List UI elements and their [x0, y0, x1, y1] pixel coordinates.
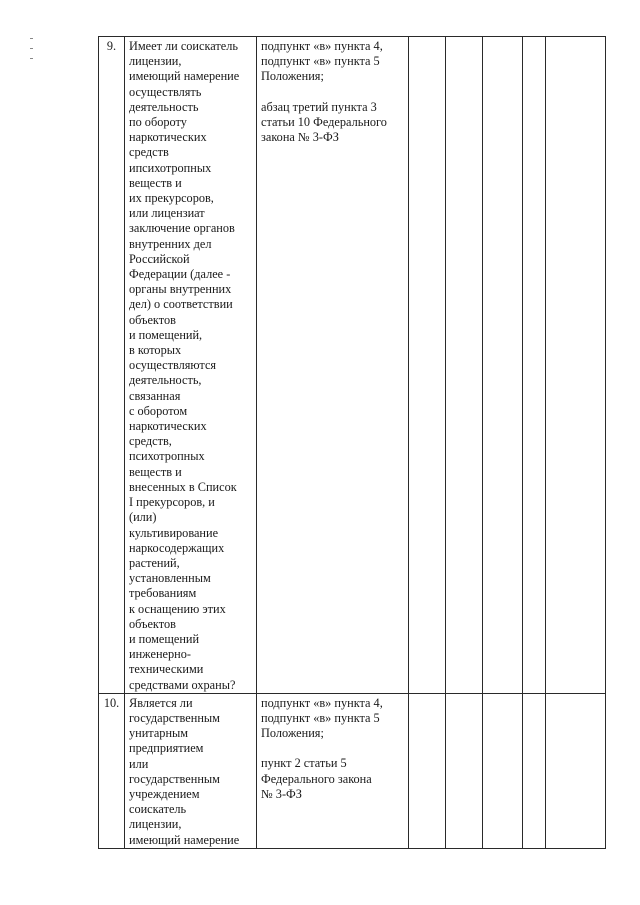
scan-mark [30, 38, 33, 39]
question-line: государственным [129, 771, 220, 786]
question-line: государственным [129, 710, 220, 725]
answer-cell [546, 37, 606, 694]
question-line: или [129, 756, 149, 771]
question-line: внесенных в Список [129, 479, 237, 494]
question-line: Российской [129, 251, 190, 266]
question-line: инженерно- [129, 647, 191, 662]
answer-cell [483, 37, 523, 694]
question-line: лицензии, [129, 817, 182, 832]
question-line: внутренних дел [129, 236, 212, 251]
answer-cell [446, 693, 483, 848]
basis-line: подпункт «в» пункта 4, [261, 39, 383, 53]
question-line: веществ и [129, 464, 182, 479]
question-line: культивирование [129, 525, 219, 540]
basis-line: статьи 10 Федерального [261, 114, 387, 129]
legal-basis-cell [257, 693, 409, 848]
question-line: осуществляются [129, 358, 217, 373]
question-line: имеющий намерение [129, 832, 240, 847]
question-line: унитарным [129, 726, 189, 741]
checklist-table [98, 36, 606, 849]
answer-cell [483, 693, 523, 848]
basis-gap [261, 741, 406, 756]
basis-line: Положения; [261, 726, 324, 741]
question-line: веществ и [129, 175, 182, 190]
question-line: объектов [129, 616, 176, 631]
table-row [99, 693, 606, 848]
question-line: наркотических [129, 130, 207, 145]
basis-line: подпункт «в» пункта 5 [261, 710, 380, 725]
question-line: средств, [129, 434, 172, 449]
basis-line: № 3-ФЗ [261, 786, 302, 801]
question-line: осуществлять [129, 84, 202, 99]
question-line: органы внутренних [129, 282, 232, 297]
basis-gap [261, 85, 406, 100]
legal-basis-cell [257, 37, 409, 694]
question-line: лицензии, [129, 54, 182, 69]
question-cell [125, 693, 257, 848]
question-line: по обороту [129, 115, 187, 130]
question-line: связанная [129, 388, 181, 403]
question-line: деятельность, [129, 373, 202, 388]
question-line: средств [129, 145, 169, 160]
basis-line: Положения; [261, 69, 324, 84]
question-line: средствами охраны? [129, 677, 236, 692]
question-line: требованиям [129, 586, 197, 601]
question-line: имеющий намерение [129, 69, 240, 84]
question-line: учреждением [129, 786, 200, 801]
basis-line: Федерального закона [261, 771, 372, 786]
question-line: их прекурсоров, [129, 191, 214, 206]
answer-cell [546, 693, 606, 848]
answer-cell [409, 37, 446, 694]
scan-margin-marks [30, 38, 42, 68]
checklist-rows [99, 37, 606, 849]
table-row [99, 37, 606, 694]
answer-cell [523, 693, 546, 848]
question-line: (или) [129, 510, 157, 525]
question-line: I прекурсоров, и [129, 495, 215, 510]
question-line: деятельность [129, 99, 199, 114]
question-cell [125, 37, 257, 694]
question-line: или лицензиат [129, 206, 205, 221]
row-number: 9. [99, 37, 125, 694]
question-line: предприятием [129, 741, 204, 756]
basis-line: абзац третий пункта 3 [261, 99, 377, 114]
question-line: к оснащению этих [129, 601, 226, 616]
basis-line: подпункт «в» пункта 5 [261, 54, 380, 69]
question-line: Имеет ли соискатель [129, 39, 238, 53]
question-line: растений, [129, 555, 180, 570]
question-line: и помещений, [129, 327, 203, 342]
basis-line: закона № 3-ФЗ [261, 130, 339, 145]
question-line: ипсихотропных [129, 160, 212, 175]
question-line: Федерации (далее - [129, 267, 231, 282]
answer-cell [409, 693, 446, 848]
basis-line: подпункт «в» пункта 4, [261, 695, 383, 710]
scan-mark [30, 58, 33, 59]
basis-line: пункт 2 статьи 5 [261, 756, 347, 771]
answer-cell [523, 37, 546, 694]
question-line: соискатель [129, 802, 187, 817]
question-line: заключение органов [129, 221, 235, 236]
scan-mark [30, 48, 33, 49]
question-line: наркотических [129, 419, 207, 434]
question-line: наркосодержащих [129, 540, 225, 555]
question-line: объектов [129, 312, 176, 327]
question-line: с оборотом [129, 403, 188, 418]
question-line: и помещений [129, 631, 200, 646]
question-line: установленным [129, 571, 211, 586]
question-line: психотропных [129, 449, 205, 464]
question-line: техническими [129, 662, 204, 677]
row-number: 10. [99, 693, 125, 848]
question-line: дел) о соответствии [129, 297, 233, 312]
answer-cell [446, 37, 483, 694]
question-line: Является ли [129, 695, 193, 710]
question-line: в которых [129, 343, 182, 358]
